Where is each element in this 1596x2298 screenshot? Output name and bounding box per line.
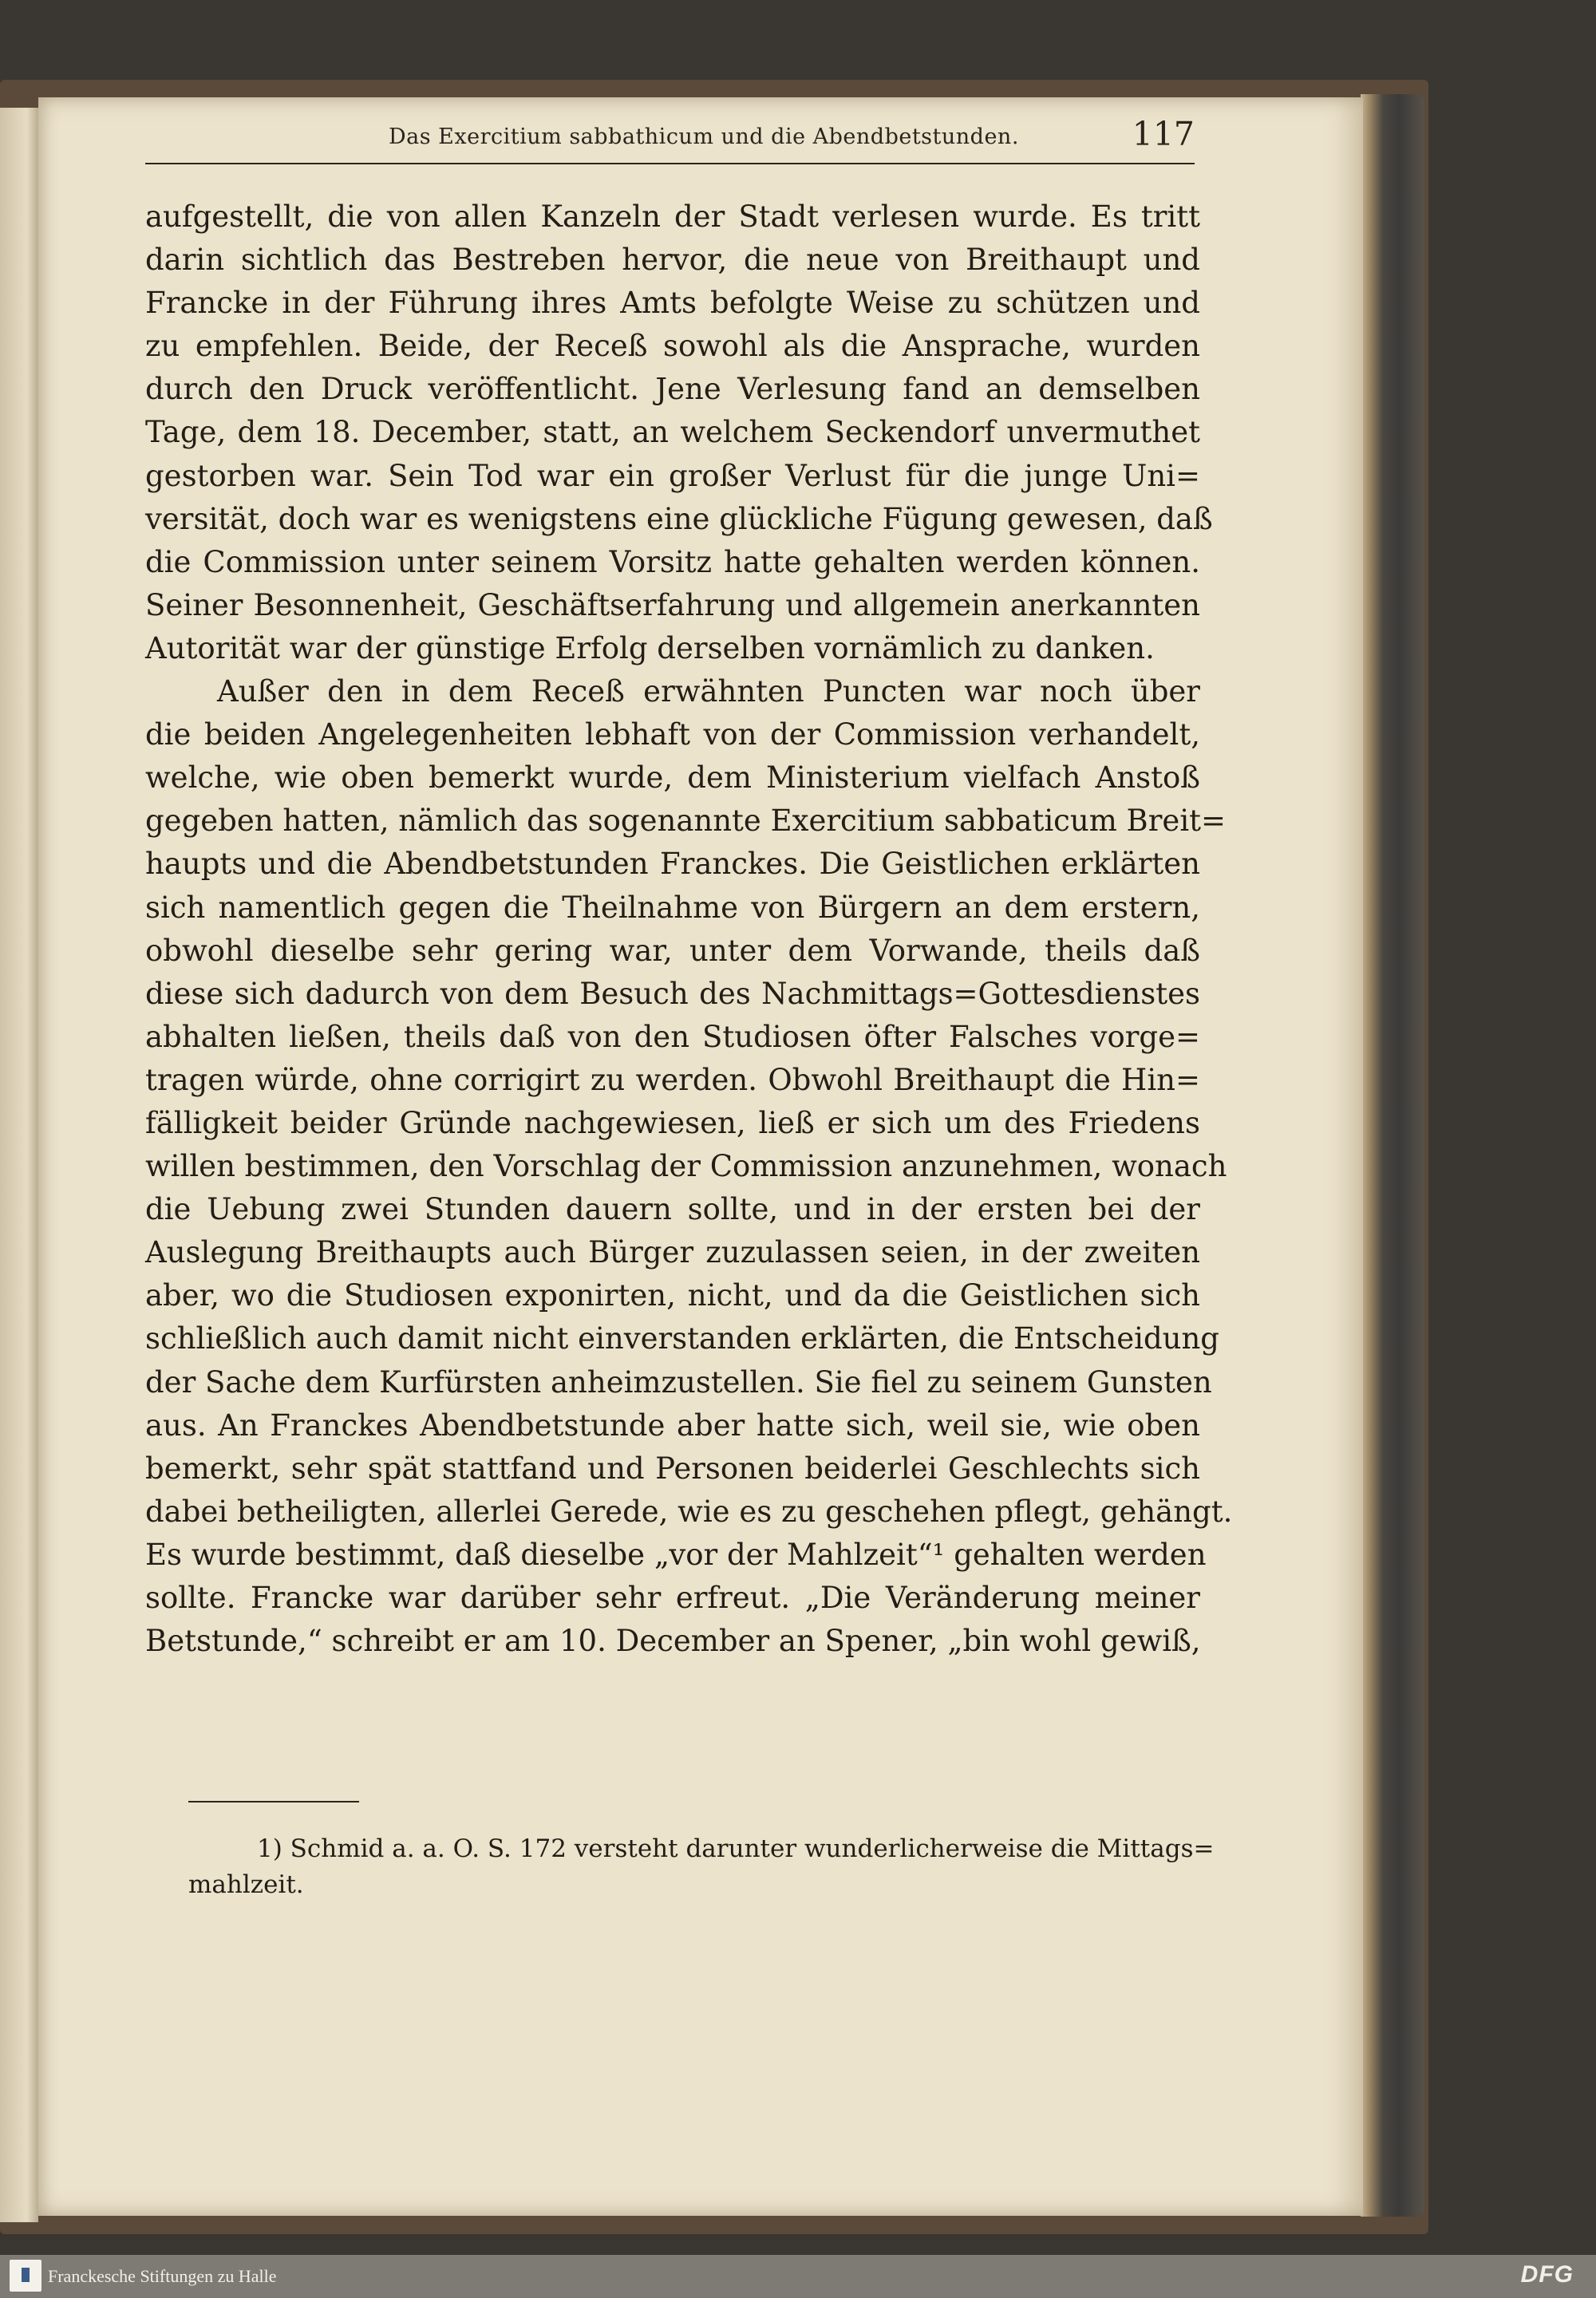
text-line: Francke in der Führung ihres Amts befolgte Weise zu schützen und (145, 286, 1200, 321)
text-line: Auslegung Breithaupts auch Bürger zuzulassen seien, in der zweiten (145, 1235, 1200, 1270)
footnote-separator (188, 1801, 359, 1802)
text-line: durch den Druck veröffentlicht. Jene Verlesung fand an demselben (145, 372, 1200, 407)
text-line: aber, wo die Studiosen exponirten, nicht, und da die Geistlichen sich (145, 1278, 1200, 1313)
text-line: schließlich auch damit nicht einverstanden erklärten, die Entscheidung (145, 1321, 1219, 1356)
running-title: Das Exercitium sabbathicum und die Abendbetstunden. (389, 124, 1019, 149)
body-text (145, 195, 1233, 1663)
text-line: Tage, dem 18. December, statt, an welchem Seckendorf unvermuthet (145, 415, 1200, 450)
text-line: gestorben war. Sein Tod war ein großer Verlust für die junge Uni= (145, 458, 1200, 493)
footnotes (188, 1831, 1215, 1903)
facing-page-edge (0, 108, 38, 2222)
text-line: diese sich dadurch von dem Besuch des Nachmittags=Gottesdienstes (145, 976, 1200, 1011)
text-line: Es wurde bestimmt, daß dieselbe „vor der Mahlzeit“¹ gehalten werden (145, 1537, 1207, 1572)
text-line: aufgestellt, die von allen Kanzeln der Stadt verlesen wurde. Es tritt (145, 199, 1200, 234)
running-head (145, 113, 1195, 164)
text-line: Betstunde,“ schreibt er am 10. December an Spener, „bin wohl gewiß, (145, 1624, 1201, 1659)
institution-logo-icon (10, 2260, 41, 2292)
page-number: 117 (1132, 115, 1195, 153)
text-line: tragen würde, ohne corrigirt zu werden. Obwohl Breithaupt die Hin= (145, 1062, 1200, 1097)
text-line: gegeben hatten, nämlich das sogenannte Exercitium sabbaticum Breit= (145, 804, 1227, 839)
institution-name: Franckesche Stiftungen zu Halle (48, 2266, 277, 2286)
text-line: sich namentlich gegen die Theilnahme von Bürgern an dem erstern, (145, 890, 1200, 925)
text-line: darin sichtlich das Bestreben hervor, die neue von Breithaupt und (145, 243, 1200, 278)
text-line: die Uebung zwei Stunden dauern sollte, und in der ersten bei der (145, 1192, 1200, 1227)
text-line: Seiner Besonnenheit, Geschäftserfahrung und allgemein anerkannten (145, 587, 1200, 622)
book-fore-edge (1361, 94, 1424, 2217)
viewer-footer-bar (0, 2255, 1596, 2298)
text-line: willen bestimmen, den Vorschlag der Commission anzunehmen, wonach (145, 1149, 1227, 1184)
text-line: die beiden Angelegenheiten lebhaft von der Commission verhandelt, (145, 717, 1200, 752)
text-line: aus. An Franckes Abendbetstunde aber hatte sich, weil sie, wie oben (145, 1408, 1200, 1443)
text-line: welche, wie oben bemerkt wurde, dem Ministerium vielfach Anstoß (145, 760, 1200, 796)
text-line: Autorität war der günstige Erfolg derselben vornämlich zu danken. (145, 630, 1155, 665)
text-line: abhalten ließen, theils daß von den Studiosen öfter Falsches vorge= (145, 1019, 1200, 1054)
text-line: obwohl dieselbe sehr gering war, unter dem Vorwande, theils daß (145, 933, 1200, 968)
text-line: dabei betheiligten, allerlei Gerede, wie es zu geschehen pflegt, gehängt. (145, 1494, 1233, 1529)
footnote-line: 1) Schmid a. a. O. S. 172 versteht darunter wunderlicherweise die Mittags= (257, 1834, 1215, 1863)
text-line: der Sache dem Kurfürsten anheimzustellen. Sie fiel zu seinem Gunsten (145, 1364, 1212, 1400)
footnote-line: mahlzeit. (188, 1870, 304, 1899)
text-line: versität, doch war es wenigstens eine glückliche Fügung gewesen, daß (145, 501, 1213, 536)
text-line: fälligkeit beider Gründe nachgewiesen, ließ er sich um des Friedens (145, 1105, 1200, 1140)
text-line: Außer den in dem Receß erwähnten Puncten war noch über (217, 674, 1200, 709)
text-line: haupts und die Abendbetstunden Franckes. Die Geistlichen erklärten (145, 847, 1200, 882)
text-line: zu empfehlen. Beide, der Receß sowohl als die Ansprache, wurden (145, 329, 1200, 364)
dfg-logo: DFG (1520, 2261, 1574, 2288)
text-line: bemerkt, sehr spät stattfand und Personen beiderlei Geschlechts sich (145, 1451, 1200, 1486)
text-line: die Commission unter seinem Vorsitz hatte gehalten werden können. (145, 544, 1200, 579)
text-line: sollte. Francke war darüber sehr erfreut. „Die Veränderung meiner (145, 1581, 1200, 1615)
